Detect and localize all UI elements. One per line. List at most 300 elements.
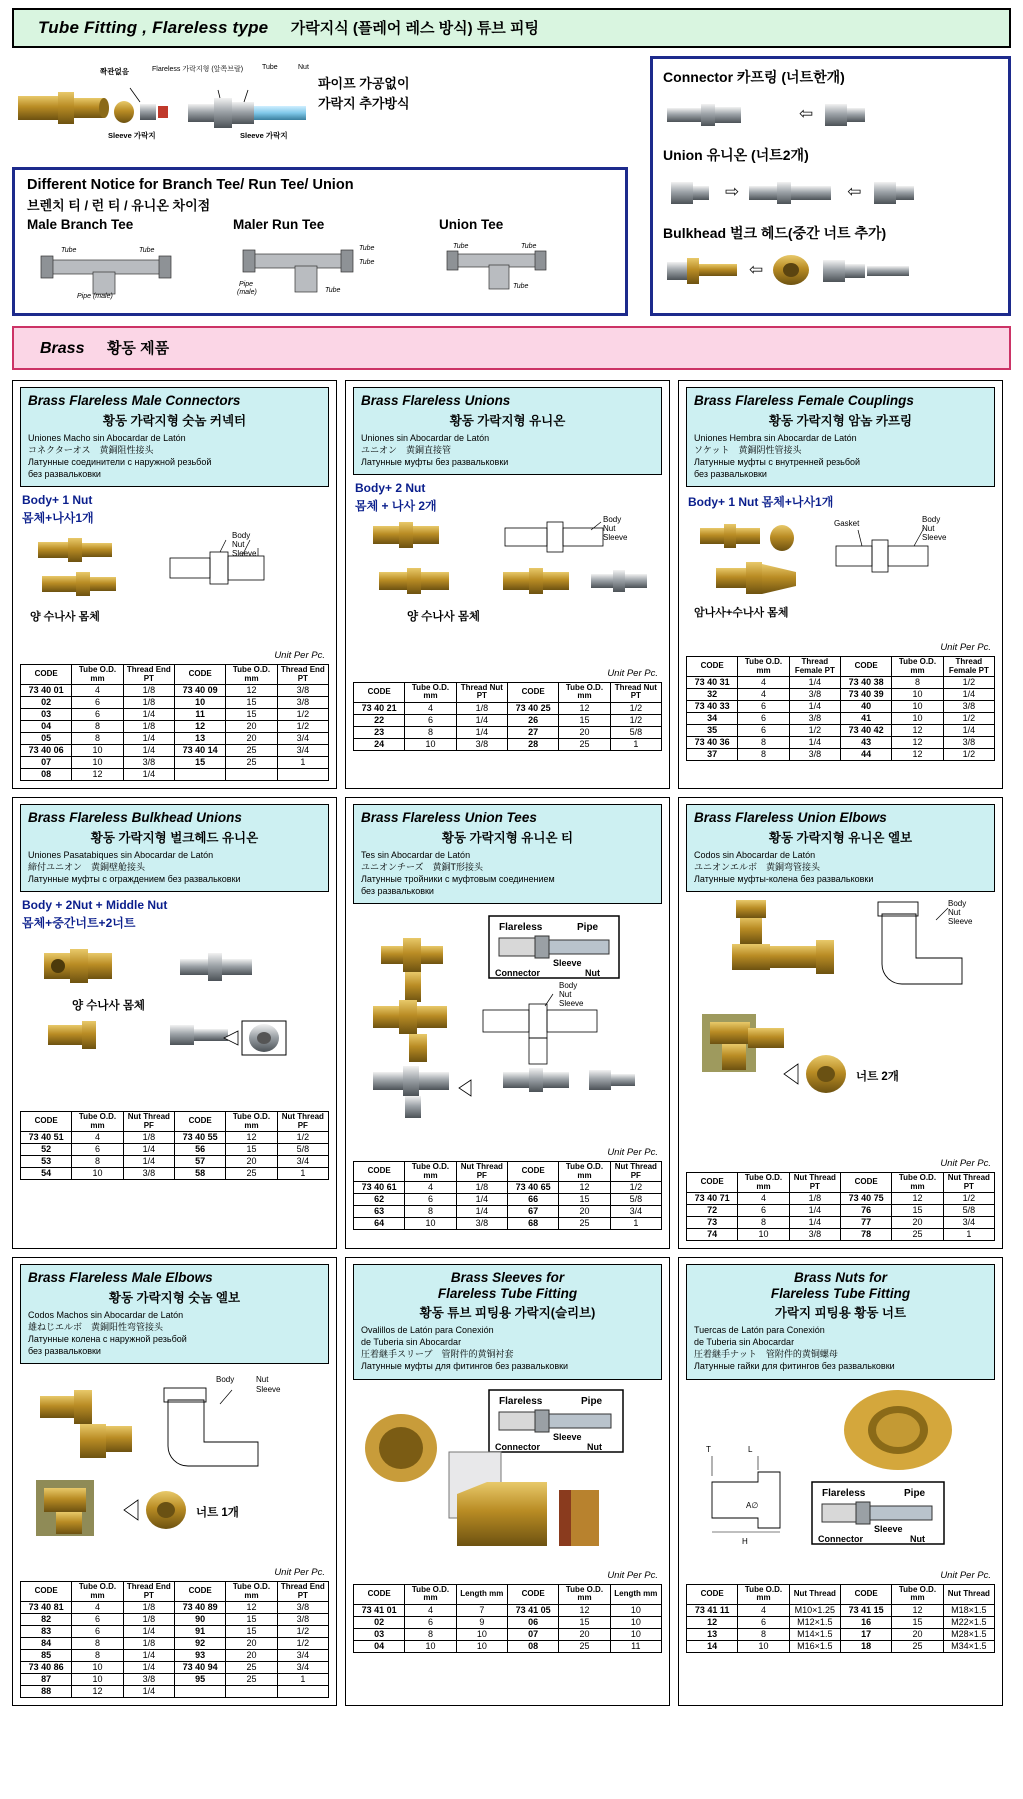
table-row [21,1638,329,1650]
svg-text:Body: Body [603,515,622,524]
cell-thread2: 3/4 [610,1206,661,1218]
cell-od: 8 [738,1628,789,1640]
cell-od: 10 [405,738,456,750]
svg-text:A∅: A∅ [746,1500,759,1510]
cell-od: 4 [738,689,789,701]
cell-od2: 20 [226,1638,277,1650]
cell-od2: 15 [559,1194,610,1206]
th-od: Tube O.D. mm [405,682,456,702]
card-sub-es1: Tuercas de Latón para Conexión [694,1325,825,1336]
cell-code: 88 [21,1686,72,1698]
card-illustration [353,516,662,666]
cell-od: 8 [72,733,123,745]
male-branch-tee-col [27,217,207,305]
svg-text:Flareless: Flareless [822,1487,866,1499]
product-card-unions [345,380,670,789]
card-title-kr: 황동 가락지형 숫놈 엘보 [108,1290,241,1305]
union-nut-left-diagram [663,172,719,212]
card-sub-es: Uniones sin Abocardar de Latón [361,432,490,443]
card-sub-jp: コネクターオス 黄銅阻性接头 [28,444,154,455]
cell-thread2: M18×1.5 [943,1604,994,1616]
cell-od: 8 [405,1206,456,1218]
union-block [663,145,998,215]
card-sub-ru1: Латунные гайки для фитингов без развальковки [694,1361,895,1372]
cell-code: 82 [21,1614,72,1626]
svg-text:Flareless: Flareless [499,922,543,934]
card-sub-ru1: Латунные колена с наружной резьбой [28,1333,187,1344]
cell-code: 73 40 51 [21,1132,72,1144]
product-grid [12,380,1011,1706]
cell-od: 10 [405,1218,456,1230]
cell-code2: 67 [507,1206,558,1218]
card-sub-jp: ユニオンチーズ 黄銅T形接头 [361,861,484,872]
th-code: CODE [687,657,738,677]
cell-thread2: 1/2 [610,714,661,726]
card-sub-ru2: без развальковки [694,468,767,479]
union-elbow-diagram [686,898,998,1156]
svg-text:Tube: Tube [139,247,155,254]
card-sub-jp: ソケット 黄銅阴性管接头 [694,444,802,455]
card-sub-ru1: Латунные муфты для фитингов без развальковки [361,1361,569,1372]
svg-text:Tube: Tube [513,283,529,290]
cell-thread2: 1 [610,738,661,750]
cell-thread2 [277,769,328,781]
card-sub-ru1: Латунные соединители с наружной резьбой [28,456,212,467]
card-sub-es: Uniones Macho sin Abocardar de Latón [28,432,186,443]
cell-od: 6 [738,725,789,737]
card-subhead-kr: 몸체+나사1개 [22,511,94,526]
union-body-diagram [745,172,841,212]
table-row [21,745,329,757]
cell-thread: 3/8 [456,1218,507,1230]
cell-code2: 26 [507,714,558,726]
svg-text:Nut: Nut [948,908,961,918]
sleeve-diagram [353,1386,665,1568]
th-length: Length mm [456,1584,507,1604]
cell-code2: 73 40 55 [174,1132,225,1144]
card-sub-es: Codos sin Abocardar de Latón [694,849,816,860]
cell-od: 8 [738,737,789,749]
cell-od: 4 [72,1132,123,1144]
cell-thread2: 5/8 [277,1144,328,1156]
cell-thread2: M22×1.5 [943,1616,994,1628]
table-row [21,1686,329,1698]
cell-code2: 90 [174,1614,225,1626]
cell-code: 24 [354,738,405,750]
svg-text:Sleeve: Sleeve [553,1431,582,1442]
cell-code: 73 41 11 [687,1604,738,1616]
th-od2: Tube O.D. mm [226,1582,277,1602]
union-diagram [353,516,663,666]
cell-code: 12 [687,1616,738,1628]
card-sub-es2: de Tuberia sin Abocardar [361,1337,462,1348]
card-sub-es: Tes sin Abocardar de Latón [361,849,471,860]
table-row [687,689,995,701]
svg-text:Body: Body [216,1375,235,1385]
cell-length2: 11 [610,1640,661,1652]
cell-od2: 12 [226,685,277,697]
th-code2: CODE [507,1162,558,1182]
male-branch-tee-title: Male Branch Tee [27,217,134,232]
card-illustration [353,1386,662,1568]
card-subhead-kr: 몸체 + 나사 2개 [355,498,437,513]
union-label: Union 유니온 (너트2개) [663,147,809,163]
table-row [21,1156,329,1168]
th-thread: Thread Female PT [789,657,840,677]
cell-code2: 58 [174,1168,225,1180]
cell-length: 9 [456,1616,507,1628]
card-caption [686,804,995,892]
svg-text:Nut: Nut [910,1533,925,1544]
svg-text:암나사+수나사 몸체: 암나사+수나사 몸체 [694,607,789,620]
cell-od2: 15 [892,1616,943,1628]
cell-thread: 1/8 [123,1638,174,1650]
cell-code2: 57 [174,1156,225,1168]
th-thread: Nut Thread [789,1584,840,1604]
male-branch-tee-diagram [27,234,207,300]
cell-code: 35 [687,725,738,737]
svg-text:Sleeve: Sleeve [232,549,257,559]
cell-thread: 1/4 [123,1662,174,1674]
cell-code: 03 [21,709,72,721]
card-title-en: Brass Flareless Unions [361,393,511,408]
cell-thread: 1/8 [123,685,174,697]
page-title-en: Tube Fitting , Flareless type [38,18,269,37]
cell-thread2 [277,1686,328,1698]
cell-thread2: M28×1.5 [943,1628,994,1640]
th-thread2: Nut Thread PF [277,1112,328,1132]
cell-od2 [226,769,277,781]
unit-per-pc: Unit Per Pc. [940,1569,991,1581]
cell-code2: 16 [840,1616,891,1628]
th-code2: CODE [174,1112,225,1132]
cell-thread2: 1 [277,1674,328,1686]
connector-diagram [663,94,793,134]
cell-od2: 15 [559,714,610,726]
card-caption [353,804,662,904]
product-card-bulkhead-unions [12,797,337,1249]
cell-od: 10 [738,1640,789,1652]
th-thread: Thread Nut PT [456,682,507,702]
cell-od: 10 [72,1168,123,1180]
card-sub-ru2: без развальковки [361,886,434,897]
cell-length2: 10 [610,1616,661,1628]
th-code2: CODE [840,1173,891,1193]
cell-code2: 43 [840,737,891,749]
card-title-kr: 황동 가락지형 벌크헤드 유니온 [90,830,259,845]
cell-code: 73 40 36 [687,737,738,749]
unit-per-pc: Unit Per Pc. [607,667,658,679]
cell-od2: 25 [226,1674,277,1686]
cell-code: 73 41 01 [354,1604,405,1616]
cell-code2: 73 40 39 [840,689,891,701]
cell-code2: 73 40 65 [507,1182,558,1194]
hero-label-1: 쫙관없음 [100,67,129,76]
cell-thread: 1/8 [456,702,507,714]
cell-thread: 1/4 [123,733,174,745]
svg-text:L: L [748,1444,753,1454]
bulkhead-left-diagram [663,250,743,290]
cell-code: 73 40 86 [21,1662,72,1674]
svg-text:Sleeve: Sleeve [553,958,582,969]
male-elbow-diagram [20,1370,332,1565]
th-code2: CODE [507,1584,558,1604]
card-sub-jp: ユニオン 黄銅直接管 [361,444,452,455]
table-row [21,721,329,733]
cell-od2: 12 [892,749,943,761]
spec-table-union-tees [353,1161,662,1230]
cell-od: 6 [738,1616,789,1628]
cell-code2: 73 40 25 [507,702,558,714]
cell-thread: 1/4 [789,1217,840,1229]
svg-text:Sleeve: Sleeve [948,917,973,927]
th-thread2: Thread End PT [277,1582,328,1602]
table-row [21,1626,329,1638]
svg-text:Body: Body [559,981,578,991]
cell-thread: 3/8 [123,757,174,769]
cell-thread2: 3/4 [943,1217,994,1229]
cell-od2: 15 [226,697,277,709]
cell-code2: 17 [840,1628,891,1640]
cell-code2: 91 [174,1626,225,1638]
cell-od: 6 [738,713,789,725]
product-card-male-elbows [12,1257,337,1706]
page-header [12,8,1011,48]
cell-code2: 06 [507,1616,558,1628]
table-row [354,738,662,750]
table-row [21,1614,329,1626]
svg-text:Nut: Nut [922,524,935,534]
cell-thread2: 1/2 [610,702,661,714]
card-title-kr: 황동 튜브 피팅용 가락지(슬리브) [419,1306,596,1321]
cell-thread2: 3/4 [277,733,328,745]
cell-od2: 20 [559,1628,610,1640]
cell-thread2: 1/4 [943,689,994,701]
cell-code2: 07 [507,1628,558,1640]
table-row [687,1616,995,1628]
female-coupling-diagram [686,512,996,640]
th-thread: Thread End PT [123,1582,174,1602]
cell-code2: 27 [507,726,558,738]
cell-code2: 77 [840,1217,891,1229]
cell-code2: 73 41 15 [840,1604,891,1616]
product-card-female-couplings [678,380,1003,789]
cell-od2: 10 [892,689,943,701]
cell-thread: 1/8 [456,1182,507,1194]
cell-thread2: 3/8 [277,697,328,709]
cell-thread2: 3/4 [277,745,328,757]
card-caption [686,387,995,487]
connector-block [663,67,998,137]
cell-thread: 1/8 [123,1132,174,1144]
card-caption [20,804,329,892]
cell-code: 08 [21,769,72,781]
card-sub-jp: 圧着継手ナット 管附件的黄铜螺母 [694,1349,838,1360]
spec-table-bulkhead-unions [20,1111,329,1180]
card-sub-es: Codos Machos sin Abocardar de Latón [28,1309,184,1320]
cell-thread2: 3/8 [277,1602,328,1614]
th-od2: Tube O.D. mm [226,665,277,685]
hero-note-line2: 가락지 추가방식 [318,95,410,111]
svg-text:Tube: Tube [453,243,469,250]
svg-text:Nut: Nut [232,540,245,550]
union-tee-diagram [439,234,589,300]
table-row [21,1144,329,1156]
th-od: Tube O.D. mm [72,1582,123,1602]
th-od: Tube O.D. mm [738,657,789,677]
card-title-en: Brass Flareless Female Couplings [694,393,914,408]
svg-text:양 수나사 몸체: 양 수나사 몸체 [30,611,100,624]
th-od2: Tube O.D. mm [892,1173,943,1193]
hero-note-line1: 파이프 가공없이 [318,76,410,91]
svg-text:Nut: Nut [256,1375,269,1385]
cell-code: 52 [21,1144,72,1156]
cell-code: 13 [687,1628,738,1640]
table-row [687,749,995,761]
cell-od2: 20 [559,726,610,738]
cell-od2: 20 [226,1650,277,1662]
cell-od2 [226,1686,277,1698]
cell-thread2: 1/2 [610,1182,661,1194]
svg-text:Tube: Tube [359,259,375,266]
cell-thread: 1/8 [123,697,174,709]
cell-thread: 1/4 [456,714,507,726]
cell-od: 4 [738,1193,789,1205]
svg-text:H: H [742,1536,748,1546]
cell-code2: 12 [174,721,225,733]
card-sub-jp: 圧着継手スリーブ 管附件的黄铜衬套 [361,1349,514,1360]
th-thread2: Thread Female PT [943,657,994,677]
th-code: CODE [354,1584,405,1604]
svg-text:Sleeve: Sleeve [559,999,584,1009]
card-illustration [20,528,329,648]
card-illustration [20,933,329,1108]
cell-length: 7 [456,1604,507,1616]
th-code2: CODE [840,657,891,677]
cell-thread2: 3/4 [277,1662,328,1674]
spec-table-nuts [686,1584,995,1653]
cell-od: 10 [738,1229,789,1241]
svg-text:Pipe (male): Pipe (male) [77,293,113,300]
cell-code2: 73 40 42 [840,725,891,737]
svg-text:너트 2개: 너트 2개 [856,1071,899,1084]
card-subhead-en: Body + 2Nut + Middle Nut [22,898,168,913]
table-row [687,1193,995,1205]
th-code: CODE [354,682,405,702]
svg-text:Pipe: Pipe [581,1395,603,1407]
svg-text:Sleeve: Sleeve [922,533,947,543]
table-row [21,1602,329,1614]
unit-per-pc: Unit Per Pc. [940,1158,991,1170]
cell-code2: 95 [174,1674,225,1686]
table-row [21,733,329,745]
cell-od2: 12 [226,1132,277,1144]
cell-code: 73 40 71 [687,1193,738,1205]
bulkhead-middle-nut-diagram [769,250,815,290]
hero-label-3: Tube [262,64,278,71]
th-thread: Nut Thread PF [456,1162,507,1182]
card-illustration [686,512,995,640]
svg-text:Connector: Connector [495,968,540,979]
table-row [354,1640,662,1652]
th-od2: Tube O.D. mm [892,1584,943,1604]
card-illustration [20,1370,329,1565]
th-code2: CODE [174,665,225,685]
union-tee-col [439,217,615,305]
card-sub-ru1: Латунные муфты-колена без развальковки [694,873,874,884]
cell-code2: 41 [840,713,891,725]
cell-thread2: 5/8 [610,726,661,738]
th-od2: Tube O.D. mm [559,1584,610,1604]
cell-code: 23 [354,726,405,738]
th-length2: Length mm [610,1584,661,1604]
cell-od: 4 [405,1604,456,1616]
cell-od2: 25 [559,1218,610,1230]
cell-thread: 3/8 [456,738,507,750]
cell-code: 74 [687,1229,738,1241]
table-row [687,1217,995,1229]
card-sub-ru1: Латунные муфты с ограждением без развальковки [28,873,241,884]
unit-per-pc: Unit Per Pc. [607,1569,658,1581]
th-thread2: Thread Nut PT [610,682,661,702]
bulkhead-right-diagram [821,250,913,290]
svg-text:T: T [706,1444,711,1454]
cell-thread: 1/2 [789,725,840,737]
cell-code2: 73 40 94 [174,1662,225,1674]
cell-thread: 3/8 [789,1229,840,1241]
cell-code: 73 40 33 [687,701,738,713]
cell-od: 10 [72,1674,123,1686]
hero-label-4: Nut [298,64,309,71]
cell-thread: 1/4 [123,709,174,721]
card-title-en: Brass Flareless Male Elbows [28,1270,213,1286]
th-thread: Thread End PT [123,665,174,685]
page-title-kr: 가락지식 (플레어 레스 방식) 튜브 피팅 [290,20,539,37]
table-row [687,713,995,725]
cell-od2: 12 [892,1604,943,1616]
cell-code: 07 [21,757,72,769]
cell-od2: 25 [892,1229,943,1241]
male-run-tee-diagram [233,234,413,300]
cell-thread: 1/4 [123,1650,174,1662]
cell-code: 04 [21,721,72,733]
cell-code: 85 [21,1650,72,1662]
product-card-union-elbows [678,797,1003,1249]
cell-length2: 10 [610,1604,661,1616]
connector-nut-diagram [819,94,875,134]
cell-od2: 20 [892,1628,943,1640]
card-title-en-1: Brass Nuts for [793,1270,888,1286]
hero-note [318,56,410,113]
card-sub-es1: Ovalillos de Latón para Conexión [361,1325,494,1336]
th-od2: Tube O.D. mm [559,682,610,702]
cell-thread2: 1 [277,1168,328,1180]
tee-comparison-title-kr: 브렌치 티 / 런 티 / 유니온 차이점 [27,198,211,213]
cell-od2: 12 [226,1602,277,1614]
card-subhead-en: Body+ 1 Nut [22,493,93,508]
cell-code: 73 40 21 [354,702,405,714]
th-od: Tube O.D. mm [738,1584,789,1604]
table-row [354,726,662,738]
cell-od2: 20 [226,733,277,745]
cell-code2: 73 40 89 [174,1602,225,1614]
table-row [21,1674,329,1686]
spec-table-male-elbows [20,1581,329,1698]
cell-thread: 1/4 [123,1626,174,1638]
cell-od: 4 [405,702,456,714]
cell-od2: 25 [892,1640,943,1652]
cell-code: 37 [687,749,738,761]
